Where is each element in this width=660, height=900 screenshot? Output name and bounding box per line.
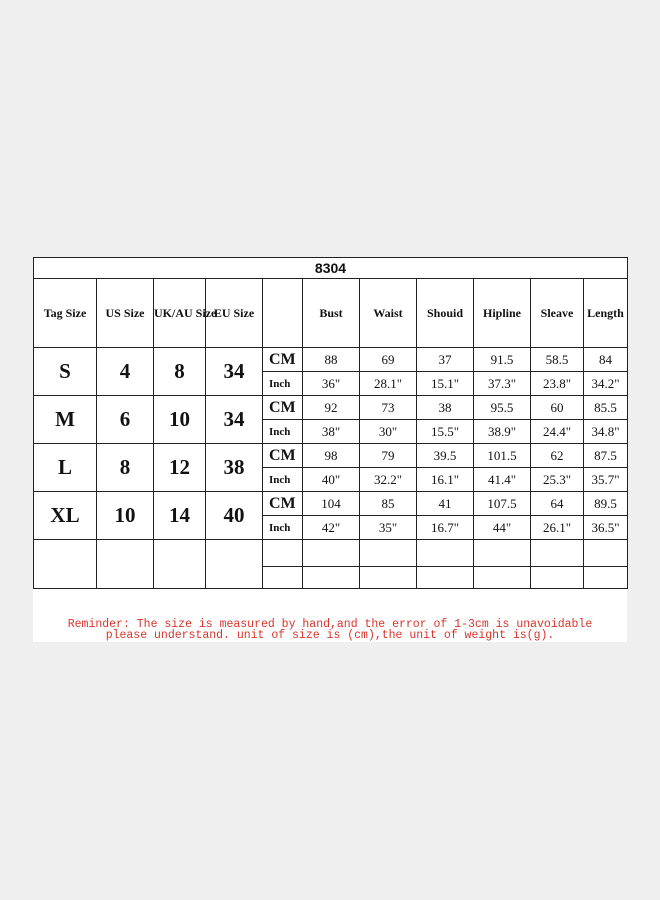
bust-cm-value: 104 xyxy=(303,492,360,516)
us-size-cell: 6 xyxy=(97,396,154,444)
waist-cm-value: 79 xyxy=(360,444,417,468)
shoulder-inch-value: 15.1" xyxy=(417,372,474,396)
sleeve-cm-value: 62 xyxy=(531,444,584,468)
empty-cell xyxy=(303,567,360,589)
empty-cell xyxy=(360,567,417,589)
waist-inch-value: 35" xyxy=(360,516,417,540)
title-row xyxy=(34,258,628,279)
size-row-cm xyxy=(34,348,628,372)
header-sleeve: Sleave xyxy=(531,279,584,348)
unit-cm-label: CM xyxy=(263,348,303,372)
shoulder-cm-value: 39.5 xyxy=(417,444,474,468)
sleeve-cm-value: 64 xyxy=(531,492,584,516)
bust-cm-value: 88 xyxy=(303,348,360,372)
size-row-cm xyxy=(34,492,628,516)
waist-inch-value: 28.1" xyxy=(360,372,417,396)
header-row xyxy=(34,279,628,348)
tag-size-cell: XL xyxy=(34,492,97,540)
unit-inch-label: Inch xyxy=(263,468,303,492)
header-length: Length xyxy=(584,279,628,348)
empty-cell xyxy=(263,567,303,589)
header-shoulder: Shouid xyxy=(417,279,474,348)
size-chart-body xyxy=(34,258,628,589)
length-inch-value: 36.5" xyxy=(584,516,628,540)
unit-cm-label: CM xyxy=(263,396,303,420)
length-cm-value: 85.5 xyxy=(584,396,628,420)
hipline-inch-value: 37.3" xyxy=(474,372,531,396)
size-chart-table xyxy=(33,257,628,589)
eu-size-cell: 34 xyxy=(206,348,263,396)
bust-cm-value: 98 xyxy=(303,444,360,468)
uk-au-size-cell: 14 xyxy=(154,492,206,540)
hipline-inch-value: 44" xyxy=(474,516,531,540)
sleeve-inch-value: 24.4" xyxy=(531,420,584,444)
sleeve-inch-value: 25.3" xyxy=(531,468,584,492)
sleeve-cm-value: 60 xyxy=(531,396,584,420)
reminder-line-1: Reminder: The size is measured by hand,and the error of 1-3cm is unavoidable xyxy=(67,618,593,631)
bust-cm-value: 92 xyxy=(303,396,360,420)
header-bust: Bust xyxy=(303,279,360,348)
chart-title: 8304 xyxy=(34,258,628,279)
bust-inch-value: 40" xyxy=(303,468,360,492)
header-us-size: US Size xyxy=(97,279,154,348)
hipline-cm-value: 91.5 xyxy=(474,348,531,372)
shoulder-inch-value: 16.7" xyxy=(417,516,474,540)
shoulder-cm-value: 38 xyxy=(417,396,474,420)
hipline-cm-value: 101.5 xyxy=(474,444,531,468)
eu-size-cell: 38 xyxy=(206,444,263,492)
waist-inch-value: 30" xyxy=(360,420,417,444)
tag-size-cell: L xyxy=(34,444,97,492)
reminder-line-2: please understand. unit of size is (cm),the unit of weight is(g). xyxy=(105,629,555,642)
length-cm-value: 89.5 xyxy=(584,492,628,516)
eu-size-cell: 40 xyxy=(206,492,263,540)
waist-cm-value: 69 xyxy=(360,348,417,372)
tag-size-cell: M xyxy=(34,396,97,444)
header-unit xyxy=(263,279,303,348)
empty-cell xyxy=(34,540,97,589)
waist-cm-value: 85 xyxy=(360,492,417,516)
length-cm-value: 87.5 xyxy=(584,444,628,468)
tag-size-cell: S xyxy=(34,348,97,396)
empty-cell xyxy=(206,540,263,589)
unit-inch-label: Inch xyxy=(263,372,303,396)
empty-cell xyxy=(584,567,628,589)
empty-cell xyxy=(584,540,628,567)
bust-inch-value: 42" xyxy=(303,516,360,540)
empty-cell xyxy=(263,540,303,567)
empty-cell xyxy=(360,540,417,567)
unit-cm-label: CM xyxy=(263,492,303,516)
size-chart-sheet xyxy=(33,257,627,642)
sleeve-inch-value: 26.1" xyxy=(531,516,584,540)
uk-au-size-cell: 12 xyxy=(154,444,206,492)
bust-inch-value: 38" xyxy=(303,420,360,444)
length-inch-value: 35.7" xyxy=(584,468,628,492)
empty-cell xyxy=(531,540,584,567)
empty-cell xyxy=(303,540,360,567)
sleeve-cm-value: 58.5 xyxy=(531,348,584,372)
unit-inch-label: Inch xyxy=(263,516,303,540)
size-row-cm xyxy=(34,444,628,468)
size-reminder-note xyxy=(33,619,627,641)
us-size-cell: 4 xyxy=(97,348,154,396)
waist-cm-value: 73 xyxy=(360,396,417,420)
unit-cm-label: CM xyxy=(263,444,303,468)
waist-inch-value: 32.2" xyxy=(360,468,417,492)
empty-cell xyxy=(154,540,206,589)
shoulder-inch-value: 16.1" xyxy=(417,468,474,492)
header-eu-size: EU Size xyxy=(206,279,263,348)
empty-cell xyxy=(97,540,154,589)
length-inch-value: 34.8" xyxy=(584,420,628,444)
header-tag-size: Tag Size xyxy=(34,279,97,348)
unit-inch-label: Inch xyxy=(263,420,303,444)
shoulder-cm-value: 41 xyxy=(417,492,474,516)
empty-row xyxy=(34,540,628,567)
length-inch-value: 34.2" xyxy=(584,372,628,396)
hipline-inch-value: 41.4" xyxy=(474,468,531,492)
uk-au-size-cell: 10 xyxy=(154,396,206,444)
eu-size-cell: 34 xyxy=(206,396,263,444)
size-row-cm xyxy=(34,396,628,420)
sleeve-inch-value: 23.8" xyxy=(531,372,584,396)
uk-au-size-cell: 8 xyxy=(154,348,206,396)
hipline-inch-value: 38.9" xyxy=(474,420,531,444)
empty-cell xyxy=(531,567,584,589)
bust-inch-value: 36" xyxy=(303,372,360,396)
empty-cell xyxy=(417,567,474,589)
header-waist: Waist xyxy=(360,279,417,348)
length-cm-value: 84 xyxy=(584,348,628,372)
shoulder-inch-value: 15.5" xyxy=(417,420,474,444)
empty-cell xyxy=(417,540,474,567)
empty-cell xyxy=(474,540,531,567)
us-size-cell: 8 xyxy=(97,444,154,492)
shoulder-cm-value: 37 xyxy=(417,348,474,372)
hipline-cm-value: 107.5 xyxy=(474,492,531,516)
header-uk-au-size: UK/AU Size xyxy=(154,279,206,348)
empty-cell xyxy=(474,567,531,589)
header-hipline: Hipline xyxy=(474,279,531,348)
us-size-cell: 10 xyxy=(97,492,154,540)
hipline-cm-value: 95.5 xyxy=(474,396,531,420)
